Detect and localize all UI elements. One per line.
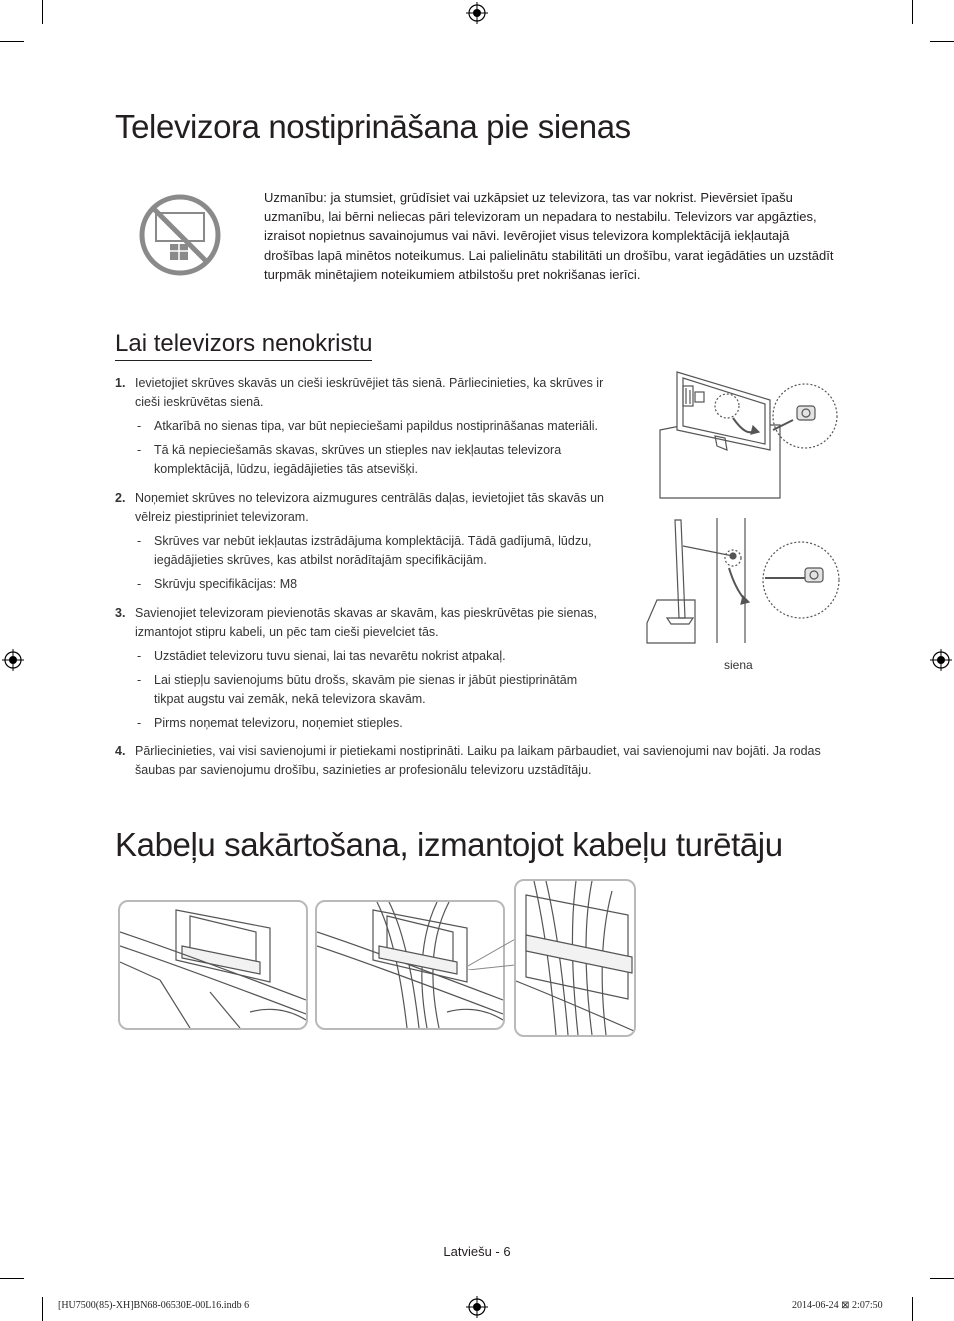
note-text-line: Lai stiepļu savienojums būtu drošs, skavām pie sienas ir jābūt piestiprinātām <box>154 673 578 687</box>
bullet-dash: - <box>137 419 142 433</box>
bullet-dash: - <box>137 673 142 687</box>
crop-mark <box>930 41 954 42</box>
crop-mark <box>912 1297 913 1321</box>
cable-holder-zoom-illustration <box>514 879 636 1037</box>
cable-holder-drawing <box>516 881 634 1035</box>
registration-mark-icon <box>2 649 24 671</box>
step-text-line: Noņemiet skrūves no televizora aizmugures centrālās daļas, ievietojiet tās skavās un <box>135 491 604 505</box>
step-text-line: Savienojiet televizoram pievienotās skavas ar skavām, kas pieskrūvētas pie sienas, <box>135 606 598 620</box>
note-text-line: Skrūvju specifikācijas: M8 <box>154 577 298 591</box>
crop-mark <box>0 1278 24 1279</box>
registration-mark-icon <box>466 1296 488 1318</box>
section-title-cable-management: Kabeļu sakārtošana, izmantojot kabeļu turētāju <box>115 826 783 863</box>
crop-mark <box>930 1278 954 1279</box>
step-number: 1. <box>115 376 126 390</box>
cable-holder-step-1-illustration <box>118 900 308 1030</box>
subsection-title-prevent-fall: Lai televizors nenokristu <box>115 330 372 361</box>
print-timestamp: 2014-06-24 ⊠ 2:07:50 <box>792 1300 883 1311</box>
step-number: 4. <box>115 744 126 758</box>
bullet-dash: - <box>137 534 142 548</box>
step-text-line: izmantojot stipru kabeli, un pēc tam cieši pievelciet tās. <box>135 625 439 640</box>
bullet-dash: - <box>137 716 142 730</box>
bullet-dash: - <box>137 577 142 591</box>
note-text-line: Atkarībā no sienas tipa, var būt nepieciešami papildus nostiprināšanas materiāli. <box>154 419 598 433</box>
warning-text: Uzmanību: ja stumsiet, grūdīsiet vai uzkāpsiet uz televizora, tas var nokrist. Pievērsiet īpašu uzmanību, lai bērni neliecas pāri televizoram un nepadara to nestabilu. Televizors var apgāzties, izraisot nopietnus savainojumus vai nāvi. Ievērojiet visus televizora komplektācijā iekļautajā drošības lapā minētos noteikumus. Lai palielinātu stabilitāti un drošību, varat iegādāties un uzstādīt turpmāk minētajiem noteikumiem atbilstošu pret nokrišanas ierīci. <box>264 190 834 282</box>
crop-mark <box>0 41 24 42</box>
section-title-wall-mount: Televizora nostiprināšana pie sienas <box>115 108 631 145</box>
note-text-line: Uzstādiet televizoru tuvu sienai, lai tas nevarētu nokrist atpakaļ. <box>154 649 506 663</box>
step-text-line: Ievietojiet skrūves skavās un cieši ieskrūvējiet tās sienā. Pārliecinieties, ka skrūves ir <box>135 376 604 390</box>
step-text-line: Pārliecinieties, vai visi savienojumi ir pietiekami nostiprināti. Laiku pa laikam pārbaudiet, vai savienojumi nav bojāti. Ja rodas <box>135 744 821 758</box>
tv-back-bracket-illustration <box>655 368 840 503</box>
wall-label: siena <box>724 658 753 672</box>
page-number: Latviešu - 6 <box>443 1244 511 1259</box>
step-text-line: vēlreiz piestipriniet televizoram. <box>135 510 309 525</box>
crop-mark <box>912 0 913 24</box>
registration-mark-icon <box>930 649 952 671</box>
note-text-line: tikpat augstu vai zemāk, nekā televizora skavām. <box>154 692 426 707</box>
registration-mark-icon <box>466 2 488 24</box>
bullet-dash: - <box>137 443 142 457</box>
no-climbing-warning-icon <box>138 193 222 277</box>
note-text-line: Tā kā nepieciešamās skavas, skrūves un stieples nav iekļautas televizora <box>154 443 562 457</box>
cable-holder-drawing <box>120 902 306 1028</box>
crop-mark <box>42 0 43 24</box>
note-text-line: iegādājieties skrūves, kas atbilst norādītajām specifikācijām. <box>154 553 487 568</box>
crop-mark <box>42 1297 43 1321</box>
bullet-dash: - <box>137 649 142 663</box>
step-text-line: šaubas par savienojumu drošību, sazinieties ar profesionālu televizoru uzstādītāju. <box>135 763 592 778</box>
step-number: 3. <box>115 606 126 620</box>
tv-wall-wire-illustration <box>645 518 845 653</box>
file-name: [HU7500(85)-XH]BN68-06530E-00L16.indb 6 <box>58 1300 250 1311</box>
note-text-line: Skrūves var nebūt iekļautas izstrādājuma komplektācijā. Tādā gadījumā, lūdzu, <box>154 534 592 548</box>
step-text-line: cieši ieskrūvētas sienā. <box>135 395 264 410</box>
note-text-line: komplektācijā, lūdzu, iegādājieties tās atsevišķi. <box>154 462 419 477</box>
note-text-line: Pirms noņemat televizoru, noņemiet stieples. <box>154 716 403 730</box>
step-number: 2. <box>115 491 126 505</box>
